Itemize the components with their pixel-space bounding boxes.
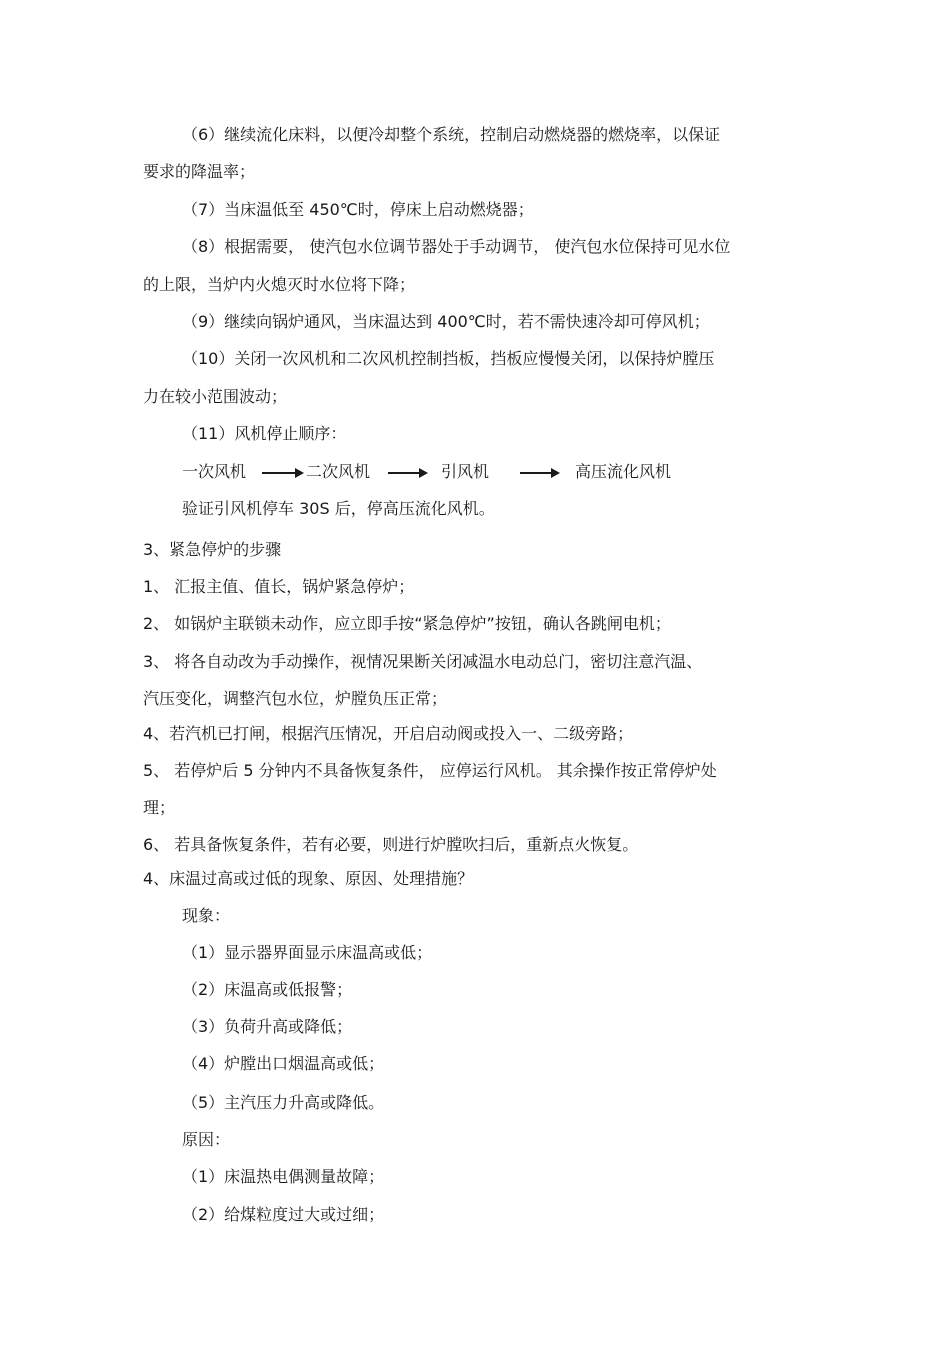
step-8-line-1: （8）根据需要， 使汽包水位调节器处于手动调节， 使汽包水位保持可见水位 (182, 237, 731, 256)
step-8-line-2: 的上限，当炉内火熄灭时水位将下降； (143, 275, 416, 294)
verify-note: 验证引风机停车 30S 后，停高压流化风机。 (182, 499, 495, 518)
step-7: （7）当床温低至 450℃时，停床上启动燃烧器； (182, 200, 534, 219)
bed-temp-heading: 4、床温过高或过低的现象、原因、处理措施？ (143, 869, 474, 888)
flow-arrow-icon (388, 472, 426, 474)
fan-stop-sequence-flow (182, 462, 742, 484)
emergency-heading: 3、紧急停炉的步骤 (143, 540, 282, 559)
emergency-item-4: 4、若汽机已打闸，根据汽压情况，开启启动阀或投入一、二级旁路； (143, 724, 634, 743)
step-10-line-2: 力在较小范围波动； (143, 387, 288, 406)
emergency-item-3-line-1: 3、 将各自动改为手动操作，视情况果断关闭减温水电动总门，密切注意汽温、 (143, 652, 703, 671)
step-6-line-1: （6）继续流化床料，以便冷却整个系统，控制启动燃烧器的燃烧率，以保证 (182, 125, 721, 144)
phenomenon-1: （1）显示器界面显示床温高或低； (182, 943, 433, 962)
causes-label: 原因： (182, 1130, 231, 1149)
flow-node-secondary-fan: 二次风机 (306, 462, 371, 481)
step-11: （11）风机停止顺序： (182, 424, 347, 443)
emergency-item-1: 1、 汇报主值、值长，锅炉紧急停炉； (143, 577, 415, 596)
phenomenon-3: （3）负荷升高或降低； (182, 1017, 353, 1036)
emergency-item-2: 2、 如锅炉主联锁未动作，应立即手按“紧急停炉”按钮，确认各跳闸电机； (143, 614, 671, 633)
step-9: （9）继续向锅炉通风，当床温达到 400℃时，若不需快速冷却可停风机； (182, 312, 710, 331)
flow-arrow-icon (262, 472, 302, 474)
cause-2: （2）给煤粒度过大或过细； (182, 1205, 385, 1224)
flow-arrow-icon (520, 472, 558, 474)
flow-node-induced-fan: 引风机 (441, 462, 490, 481)
emergency-item-6: 6、 若具备恢复条件，若有必要，则进行炉膛吹扫后，重新点火恢复。 (143, 835, 639, 854)
step-6-line-2: 要求的降温率； (143, 162, 256, 181)
phenomenon-2: （2）床温高或低报警； (182, 980, 353, 999)
phenomenon-5: （5）主汽压力升高或降低。 (182, 1093, 385, 1112)
emergency-item-5-line-2: 理； (143, 798, 176, 817)
cause-1: （1）床温热电偶测量故障； (182, 1167, 385, 1186)
flow-node-hp-fluidizing-fan: 高压流化风机 (575, 462, 672, 481)
step-10-line-1: （10）关闭一次风机和二次风机控制挡板，挡板应慢慢关闭，以保持炉膛压 (182, 349, 715, 368)
emergency-item-5-line-1: 5、 若停炉后 5 分钟内不具备恢复条件， 应停运行风机。 其余操作按正常停炉处 (143, 761, 717, 780)
emergency-item-3-line-2: 汽压变化，调整汽包水位，炉膛负压正常； (143, 689, 448, 708)
phenomenon-4: （4）炉膛出口烟温高或低； (182, 1054, 385, 1073)
flow-node-primary-fan: 一次风机 (182, 462, 247, 481)
phenomena-label: 现象： (182, 906, 231, 925)
